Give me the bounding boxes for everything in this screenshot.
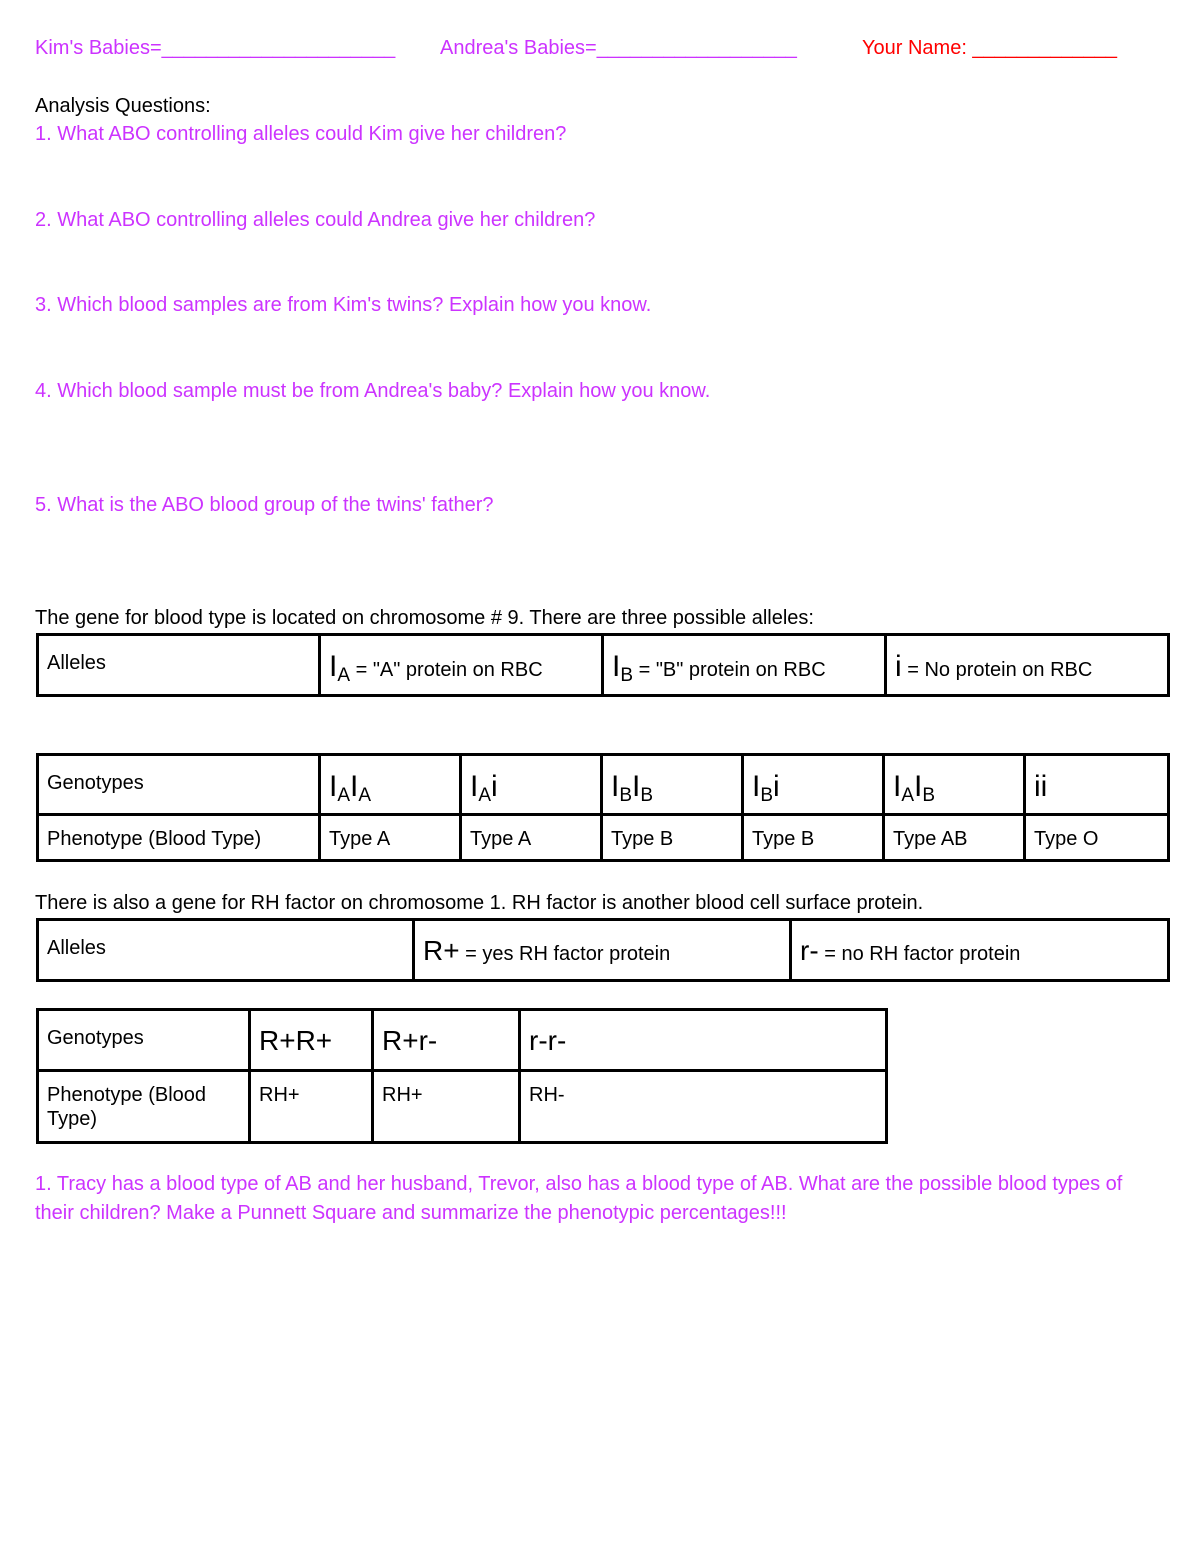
rh-genotypes-label-text: Genotypes [47, 1027, 144, 1049]
allele-ia-desc: = "A" protein on RBC [350, 659, 543, 681]
genotype-base: I [329, 770, 338, 803]
question-1: 1. What ABO controlling alleles could Kim give her children? [35, 123, 567, 145]
genotype-symbol [893, 770, 936, 806]
abo-phenotype-label-text: Phenotype (Blood Type) [47, 828, 262, 850]
question-4: 4. Which blood sample must be from Andrea's baby? Explain how you know. [35, 380, 711, 402]
genotype-base: I [350, 770, 359, 803]
genotype-sub: A [901, 785, 915, 806]
genotype-base: I [611, 770, 620, 803]
phenotype-cell [602, 815, 743, 861]
punnett-problem: 1. Tracy has a blood type of AB and her husband, Trevor, also has a blood type of AB. What are the possible blood types of their children? Make a Punnett Square and summarize the phenotypic percentages!!! [35, 1173, 1123, 1224]
phenotype-text: Type B [611, 828, 674, 850]
genotype-sub: A [358, 785, 372, 806]
genotype-symbol [470, 770, 498, 806]
phenotype-text: Type O [1034, 828, 1099, 850]
question-2: 2. What ABO controlling alleles could Andrea give her children? [35, 209, 596, 231]
allele-rpos-symbol: R+ [423, 935, 460, 966]
abo-genotype-table [36, 753, 1170, 862]
rh-alleles-label-text: Alleles [47, 937, 106, 959]
abo-alleles-label-text: Alleles [47, 652, 106, 674]
rh-phenotype-text: RH+ [382, 1084, 423, 1106]
genotype-sub: B [640, 785, 654, 806]
phenotype-cell [1025, 815, 1169, 861]
rh-phenotype-cell [520, 1071, 887, 1143]
allele-ia-cell [320, 635, 603, 696]
abo-intro: The gene for blood type is located on chromosome # 9. There are three possible alleles: [35, 607, 814, 629]
phenotype-cell [884, 815, 1025, 861]
allele-ia-sub: A [337, 665, 351, 686]
rh-phenotype-text: RH- [529, 1084, 565, 1106]
rh-genotype-cell [373, 1010, 520, 1071]
genotype-sub: B [619, 785, 633, 806]
allele-i-desc: = No protein on RBC [901, 659, 1093, 681]
genotype-cell [320, 755, 461, 815]
phenotype-text: Type B [752, 828, 815, 850]
genotype-symbol: ii [1034, 770, 1048, 803]
allele-rneg-symbol: r- [800, 935, 819, 966]
rh-genotype-symbol: R+r- [382, 1025, 438, 1056]
abo-genotypes-label [38, 755, 320, 815]
your-name-field[interactable]: Your Name: _____________ [862, 37, 1118, 59]
rh-genotype-cell [250, 1010, 373, 1071]
rh-phenotype-label [38, 1071, 250, 1143]
genotype-base: I [914, 770, 923, 803]
genotype-cell [743, 755, 884, 815]
abo-alleles-table [36, 633, 1170, 697]
rh-phenotype-cell [373, 1071, 520, 1143]
allele-ia-base: I [329, 650, 338, 683]
allele-i-cell [886, 635, 1169, 696]
allele-ib-symbol [612, 650, 634, 686]
rh-genotype-table [36, 1008, 888, 1144]
rh-intro: There is also a gene for RH factor on chromosome 1. RH factor is another blood cell surface protein. [35, 892, 924, 914]
phenotype-text: Type A [329, 828, 391, 850]
allele-ib-base: I [612, 650, 621, 683]
genotype-base: i [491, 770, 498, 803]
allele-rpos-desc: = yes RH factor protein [459, 943, 671, 965]
genotype-symbol [611, 770, 654, 806]
allele-rneg-desc: = no RH factor protein [818, 943, 1021, 965]
rh-genotypes-label [38, 1010, 250, 1071]
allele-rneg-cell [791, 920, 1169, 981]
rh-phenotype-cell [250, 1071, 373, 1143]
allele-ib-sub: B [620, 665, 634, 686]
question-3: 3. Which blood samples are from Kim's twins? Explain how you know. [35, 294, 652, 316]
allele-i-symbol: i [895, 650, 902, 683]
phenotype-text: Type A [470, 828, 532, 850]
rh-genotype-symbol: r-r- [529, 1025, 567, 1056]
genotype-base: I [632, 770, 641, 803]
phenotype-text: Type AB [893, 828, 968, 850]
genotype-symbol [752, 770, 780, 806]
genotype-cell [461, 755, 602, 815]
genotype-symbol [329, 770, 372, 806]
genotype-sub: A [478, 785, 492, 806]
andreas-babies-field[interactable]: Andrea's Babies=__________________ [440, 37, 797, 59]
genotype-base: I [752, 770, 761, 803]
allele-ib-desc: = "B" protein on RBC [633, 659, 826, 681]
genotype-sub: A [337, 785, 351, 806]
phenotype-cell [461, 815, 602, 861]
kims-babies-field[interactable]: Kim's Babies=_____________________ [35, 37, 396, 59]
allele-ib-cell [603, 635, 886, 696]
rh-genotype-symbol: R+R+ [259, 1025, 333, 1056]
abo-genotypes-label-text: Genotypes [47, 772, 144, 794]
genotype-cell [884, 755, 1025, 815]
genotype-base: i [773, 770, 780, 803]
rh-alleles-label [38, 920, 414, 981]
genotype-cell [602, 755, 743, 815]
rh-alleles-table [36, 918, 1170, 982]
phenotype-cell [320, 815, 461, 861]
analysis-heading: Analysis Questions: [35, 95, 211, 117]
genotype-sub: B [760, 785, 774, 806]
rh-phenotype-text: RH+ [259, 1084, 300, 1106]
genotype-base: I [470, 770, 479, 803]
allele-rpos-cell [414, 920, 791, 981]
question-5: 5. What is the ABO blood group of the twins' father? [35, 494, 494, 516]
abo-alleles-label [38, 635, 320, 696]
allele-ia-symbol [329, 650, 351, 686]
rh-phenotype-label-text: Phenotype (Blood Type) [47, 1084, 207, 1130]
abo-phenotype-label [38, 815, 320, 861]
genotype-cell [1025, 755, 1169, 815]
rh-genotype-cell [520, 1010, 887, 1071]
genotype-base: I [893, 770, 902, 803]
phenotype-cell [743, 815, 884, 861]
genotype-sub: B [922, 785, 936, 806]
